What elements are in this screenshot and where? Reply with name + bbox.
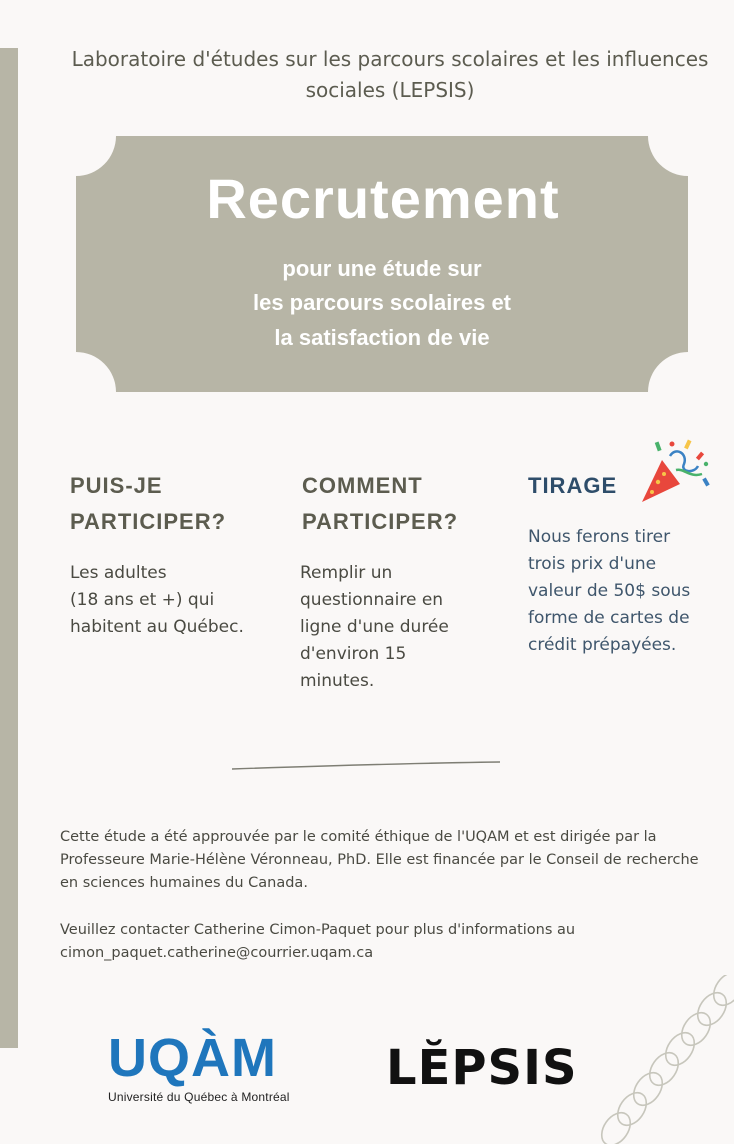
divider-line	[230, 760, 502, 774]
banner-subtitle-line-3: la satisfaction de vie	[274, 325, 490, 350]
col3-body-line: crédit prépayées.	[528, 635, 677, 655]
uqam-wordmark: UQÀM	[108, 1028, 277, 1088]
uqam-logo	[108, 1030, 290, 1104]
col3-body-line: Nous ferons tirer	[528, 527, 671, 547]
col1-body-line: Les adultes	[70, 563, 167, 583]
banner-subtitle-line-1: pour une étude sur	[282, 256, 482, 281]
col1-heading	[70, 468, 226, 540]
col1-body-line: (18 ans et +) qui	[70, 590, 215, 610]
decorative-coil	[600, 975, 734, 1144]
col2-body-line: d'environ 15	[300, 644, 407, 664]
uqam-subtitle: Université du Québec à Montréal	[108, 1090, 290, 1104]
col2-body-line: ligne d'une durée	[300, 617, 449, 637]
col2-body-line: minutes.	[300, 671, 375, 691]
col2-heading-line: COMMENT	[302, 473, 423, 498]
col2-body	[300, 560, 449, 695]
col3-heading-line: TIRAGE	[528, 473, 618, 498]
col2-body-line: questionnaire en	[300, 590, 444, 610]
col2-heading-line: PARTICIPER?	[302, 509, 459, 534]
lab-name-heading: Laboratoire d'études sur les parcours scolaires et les influences sociales (LEPSIS)	[71, 47, 709, 102]
col2-body-line: Remplir un	[300, 563, 393, 583]
col3-body	[528, 524, 690, 659]
col1-body	[70, 560, 244, 641]
footnote	[60, 826, 710, 989]
banner-subtitle-line-2: les parcours scolaires et	[252, 290, 512, 315]
banner-title: Recrutement	[206, 167, 560, 230]
col2-heading	[302, 468, 458, 540]
col1-heading-line: PUIS-JE	[70, 473, 163, 498]
col3-body-line: trois prix d'une	[528, 554, 657, 574]
lepsis-logo: LĔPSIS	[386, 1040, 578, 1096]
col3-body-line: valeur de 50$ sous	[528, 581, 691, 601]
col1-heading-line: PARTICIPER?	[70, 509, 227, 534]
col3-heading	[528, 468, 617, 504]
approval-text: Cette étude a été approuvée par le comité éthique de l'UQAM et est dirigée par la Professeure Marie-Hélène Véronneau, PhD. Elle est financée par le Conseil de recherche en sciences humaines du Canada.	[60, 829, 699, 891]
party-popper-icon	[636, 438, 712, 506]
col3-body-line: forme de cartes de	[528, 608, 690, 628]
col1-body-line: habitent au Québec.	[70, 617, 244, 637]
contact-text: Veuillez contacter Catherine Cimon-Paquet pour plus d'informations au cimon_paquet.catherine@courrier.uqam.ca	[60, 922, 576, 961]
